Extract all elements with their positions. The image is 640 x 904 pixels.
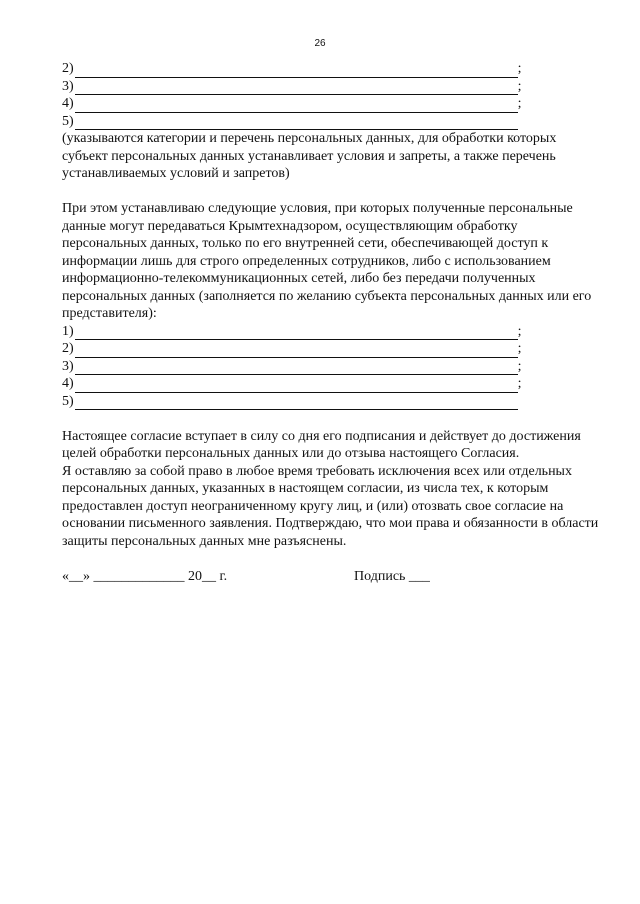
page-number: 26 xyxy=(314,38,326,49)
signature-field[interactable]: Подпись ___ xyxy=(354,568,430,584)
list-item xyxy=(62,340,602,358)
list-item xyxy=(62,323,602,341)
blank-line[interactable] xyxy=(75,396,518,410)
list-item xyxy=(62,358,602,376)
signature-row xyxy=(62,568,602,586)
blank-line[interactable] xyxy=(75,326,518,340)
validity-paragraph: Настоящее согласие вступает в силу со дня его подписания и действует до достижения целей обработки персональных данных или до отзыва настоящего Согласия. xyxy=(62,428,581,461)
list-item xyxy=(62,393,602,411)
list-item-number: 2) xyxy=(62,61,74,76)
list-item-number: 3) xyxy=(62,358,74,374)
list-item-end: ; xyxy=(517,61,522,76)
conditions-list xyxy=(62,323,602,411)
rights-paragraph: Я оставляю за собой право в любое время требовать исключения всех или отдельных персональных данных, указанных в настоящем согласии, из числа тех, к которым предоставлен доступ неограниченному кругу лиц, и (или) отозвать свое согласие на основании письменного заявления. Подтверждаю, что мои права и обязанности в области защиты персональных данных мне разъяснены. xyxy=(62,463,599,549)
blank-line[interactable] xyxy=(75,344,518,358)
list-item-number: 5) xyxy=(62,393,74,409)
list-item-end: ; xyxy=(517,358,522,374)
list-item-end: ; xyxy=(517,341,522,356)
list-item-number: 3) xyxy=(62,78,74,94)
blank-line[interactable] xyxy=(75,64,518,78)
list-item-number: 4) xyxy=(62,376,74,391)
list-item-end: ; xyxy=(517,376,522,391)
list-item-number: 1) xyxy=(62,323,74,339)
list-item xyxy=(62,78,602,96)
list-item xyxy=(62,95,602,113)
date-field[interactable]: «__» _____________ 20__ г. xyxy=(62,568,228,584)
list-item xyxy=(62,113,602,131)
list-item-number: 5) xyxy=(62,113,74,129)
restrictions-list xyxy=(62,60,602,130)
blank-line[interactable] xyxy=(75,379,518,393)
blank-line[interactable] xyxy=(75,361,518,375)
list-item-end: ; xyxy=(517,78,522,94)
list-item xyxy=(62,60,602,78)
list-item xyxy=(62,375,602,393)
list-item-number: 2) xyxy=(62,341,74,356)
conditions-paragraph: При этом устанавливаю следующие условия, при которых полученные персональные данные могут передаваться Крымтехнадзором, осуществляющим обработку персональных данных, только по его внутренней сети, обеспечивающей доступ к информации лишь для строго определенных сотрудников, либо с использованием информационно-телекоммуникационных сетей, либо без передачи полученных персональных данных (заполняется по желанию субъекта персональных данных или его представителя): xyxy=(62,201,592,321)
list-item-number: 4) xyxy=(62,96,74,111)
document-body xyxy=(62,60,602,585)
list-note: (указываются категории и перечень персональных данных, для обработки которых субъект персональных данных устанавливает условия и запреты, а также перечень устанавливаемых условий и запретов) xyxy=(62,131,557,181)
list-item-end: ; xyxy=(517,323,522,339)
blank-line[interactable] xyxy=(75,99,518,113)
list-item-end: ; xyxy=(517,96,522,111)
blank-line[interactable] xyxy=(75,116,518,130)
blank-line[interactable] xyxy=(75,81,518,95)
